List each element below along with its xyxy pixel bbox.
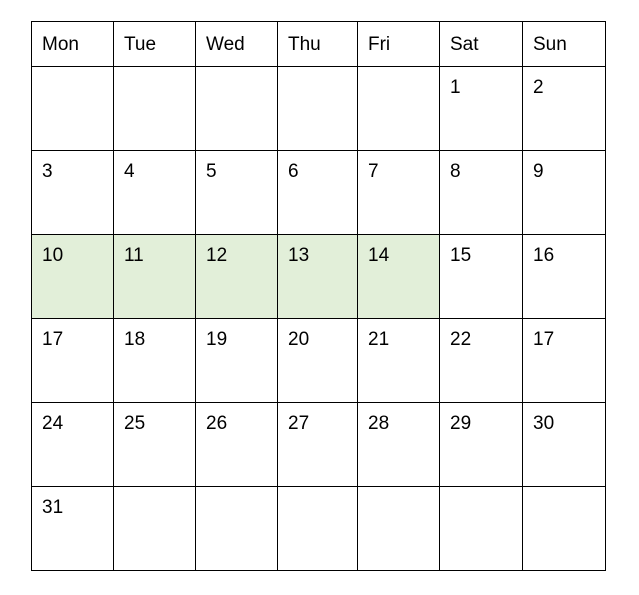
calendar-day-label — [278, 67, 357, 78]
calendar-table — [31, 21, 606, 571]
calendar-day-cell-highlighted — [358, 235, 440, 319]
calendar-day-label: 15 — [450, 245, 472, 266]
calendar-day-cell — [523, 487, 606, 571]
weekday-header-label: Tue — [124, 34, 157, 55]
calendar-day-label: 25 — [124, 413, 146, 434]
calendar-week-row — [32, 319, 606, 403]
calendar-day-cell — [196, 487, 278, 571]
calendar-day-label: 4 — [124, 161, 135, 182]
calendar-day-label: 7 — [368, 161, 379, 182]
calendar-day-label: 16 — [533, 245, 555, 266]
calendar-day-cell — [32, 487, 114, 571]
calendar-day-label: 27 — [288, 413, 310, 434]
calendar-day-label: 12 — [206, 245, 228, 266]
calendar-day-cell — [523, 235, 606, 319]
calendar-day-cell — [114, 151, 196, 235]
calendar-week-row — [32, 235, 606, 319]
calendar-day-label — [114, 487, 195, 498]
calendar-day-label — [440, 487, 522, 498]
calendar-day-cell — [440, 403, 523, 487]
weekday-header-label: Fri — [368, 34, 391, 55]
calendar-day-label: 19 — [206, 329, 228, 350]
calendar-day-label: 8 — [450, 161, 461, 182]
calendar-day-label: 21 — [368, 329, 390, 350]
calendar-day-label: 26 — [206, 413, 228, 434]
calendar-day-cell-highlighted — [32, 235, 114, 319]
calendar-week-row — [32, 403, 606, 487]
calendar-day-label: 30 — [533, 413, 555, 434]
calendar-day-cell — [278, 403, 358, 487]
weekday-header-label: Thu — [288, 34, 321, 55]
calendar-header-row — [32, 22, 606, 67]
calendar-day-cell — [358, 487, 440, 571]
calendar-day-cell — [523, 403, 606, 487]
calendar-day-cell — [523, 151, 606, 235]
calendar-day-label: 31 — [42, 497, 64, 518]
calendar-day-label: 28 — [368, 413, 390, 434]
calendar-day-label: 17 — [533, 329, 555, 350]
calendar-day-label: 10 — [42, 245, 64, 266]
calendar-day-label — [32, 67, 113, 78]
weekday-header-thu — [278, 22, 358, 67]
weekday-header-label: Wed — [206, 34, 245, 55]
calendar-day-label — [523, 487, 605, 498]
weekday-header-mon — [32, 22, 114, 67]
calendar-day-label — [358, 67, 439, 78]
weekday-header-label: Sat — [450, 34, 479, 55]
calendar-week-row — [32, 151, 606, 235]
calendar-day-label: 11 — [124, 245, 144, 266]
calendar-day-cell — [32, 67, 114, 151]
calendar-day-cell — [114, 403, 196, 487]
weekday-header-label: Mon — [42, 34, 79, 55]
calendar-day-label — [196, 487, 277, 498]
calendar-day-label: 3 — [42, 161, 53, 182]
calendar-day-label: 14 — [368, 245, 390, 266]
calendar-day-cell — [358, 151, 440, 235]
calendar-day-label: 5 — [206, 161, 217, 182]
calendar-day-cell — [32, 319, 114, 403]
calendar-day-cell — [358, 319, 440, 403]
calendar-day-cell-highlighted — [114, 235, 196, 319]
calendar-day-label: 20 — [288, 329, 310, 350]
calendar-day-cell — [278, 319, 358, 403]
calendar-day-cell — [196, 403, 278, 487]
calendar-day-label — [114, 67, 195, 78]
calendar-day-cell — [440, 487, 523, 571]
calendar-day-cell-highlighted — [278, 235, 358, 319]
calendar-day-label: 9 — [533, 161, 544, 182]
calendar-day-label: 22 — [450, 329, 472, 350]
calendar-day-label: 6 — [288, 161, 299, 182]
calendar-day-cell — [114, 319, 196, 403]
calendar-day-cell — [523, 67, 606, 151]
calendar-day-cell — [523, 319, 606, 403]
calendar-day-label: 17 — [42, 329, 64, 350]
calendar-day-cell — [278, 151, 358, 235]
calendar-day-cell — [440, 67, 523, 151]
calendar-day-cell — [114, 487, 196, 571]
calendar-day-label: 18 — [124, 329, 146, 350]
calendar-day-cell — [278, 67, 358, 151]
weekday-header-sun — [523, 22, 606, 67]
calendar-day-label: 29 — [450, 413, 472, 434]
calendar-day-label: 2 — [533, 77, 544, 98]
calendar-body — [32, 67, 606, 571]
calendar-day-label — [358, 487, 439, 498]
weekday-header-fri — [358, 22, 440, 67]
calendar-day-cell — [32, 151, 114, 235]
calendar-day-cell — [196, 151, 278, 235]
calendar-day-cell — [196, 67, 278, 151]
calendar-week-row — [32, 67, 606, 151]
calendar-day-cell — [358, 403, 440, 487]
calendar-day-cell — [114, 67, 196, 151]
calendar-day-cell — [440, 151, 523, 235]
calendar-grid — [31, 21, 605, 566]
calendar-day-label: 1 — [450, 77, 461, 98]
weekday-header-tue — [114, 22, 196, 67]
calendar-day-label: 24 — [42, 413, 64, 434]
calendar-day-label: 13 — [288, 245, 310, 266]
calendar-day-label — [196, 67, 277, 78]
calendar-day-cell — [32, 403, 114, 487]
weekday-header-wed — [196, 22, 278, 67]
calendar-day-cell — [440, 319, 523, 403]
calendar-day-cell — [440, 235, 523, 319]
weekday-header-label: Sun — [533, 34, 567, 55]
calendar-day-cell — [358, 67, 440, 151]
weekday-header-sat — [440, 22, 523, 67]
calendar-week-row — [32, 487, 606, 571]
calendar-day-cell-highlighted — [196, 235, 278, 319]
calendar-day-cell — [278, 487, 358, 571]
calendar-day-label — [278, 487, 357, 498]
calendar-day-cell — [196, 319, 278, 403]
